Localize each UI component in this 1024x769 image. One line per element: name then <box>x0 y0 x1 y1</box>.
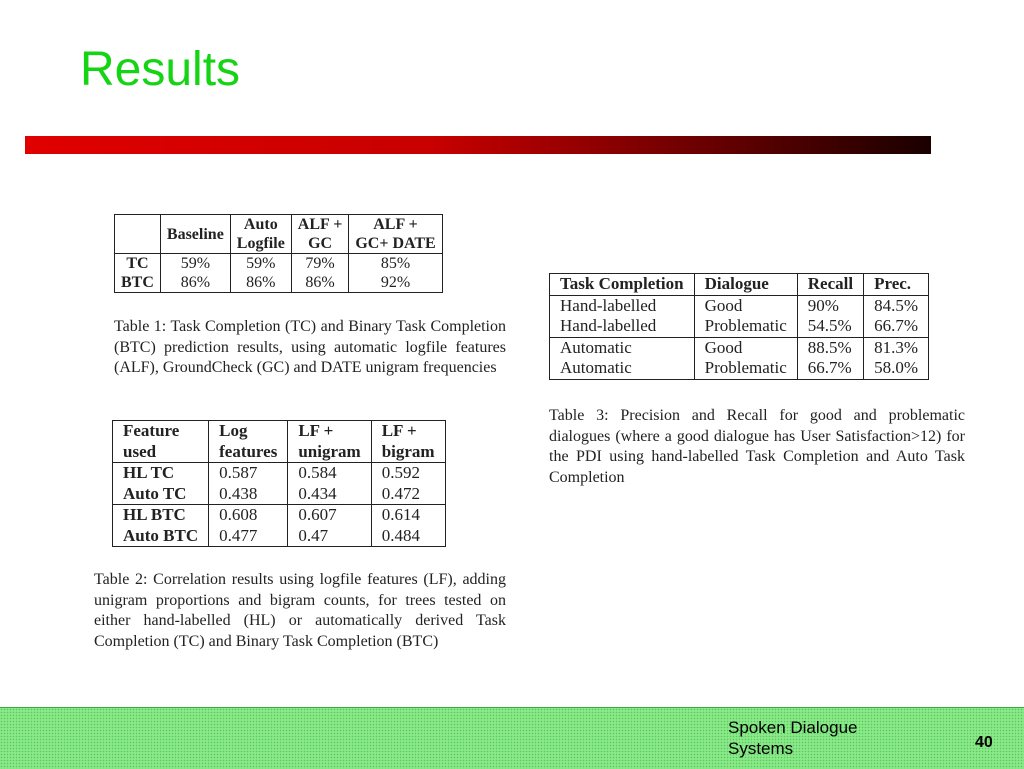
table-row <box>550 358 929 379</box>
header-word: ALF + <box>373 216 418 233</box>
header-word: LF + <box>298 421 334 440</box>
table-cell: 0.438 <box>209 484 288 505</box>
table-row <box>115 273 443 293</box>
table-cell: 0.607 <box>288 505 371 526</box>
table-cell: Good <box>694 337 797 358</box>
table-header-cell: Dialogue <box>694 274 797 296</box>
table-cell: Hand-labelled <box>550 316 695 337</box>
table-cell: 59% <box>230 254 291 274</box>
header-word: GC+ DATE <box>355 235 436 252</box>
table-cell: 0.477 <box>209 526 288 547</box>
header-word: used <box>123 441 157 461</box>
table-cell: 0.608 <box>209 505 288 526</box>
header-word: bigram <box>381 441 435 461</box>
table-cell: 59% <box>160 254 230 274</box>
table-2 <box>112 420 446 547</box>
table-cell: 0.484 <box>371 526 445 547</box>
table-row <box>550 295 929 316</box>
header-word: Logfile <box>236 235 285 252</box>
table-cell: 86% <box>291 273 349 293</box>
table-cell: 0.587 <box>209 463 288 484</box>
table-header-cell <box>288 421 371 463</box>
table-row <box>115 254 443 274</box>
table-cell: Hand-labelled <box>550 295 695 316</box>
table-cell: 0.47 <box>288 526 371 547</box>
table-cell: 0.584 <box>288 463 371 484</box>
table-header-cell <box>291 215 349 254</box>
table-header-cell: Task Completion <box>550 274 695 296</box>
page-number: 40 <box>975 734 993 751</box>
table-cell: Good <box>694 295 797 316</box>
title-divider-bar <box>25 136 931 154</box>
table-header-cell <box>115 215 161 254</box>
table-cell: 0.434 <box>288 484 371 505</box>
row-label: HL TC <box>113 463 209 484</box>
table-row <box>113 463 446 484</box>
table-header-cell: Baseline <box>160 215 230 254</box>
table-row <box>550 337 929 358</box>
table-cell: 86% <box>230 273 291 293</box>
row-label: BTC <box>115 273 161 293</box>
slide-title: Results <box>80 43 241 96</box>
table-1 <box>114 214 443 293</box>
table-cell: 54.5% <box>797 316 863 337</box>
header-word: ALF + <box>297 216 343 233</box>
table-3-caption: Table 3: Precision and Recall for good and problematic dialogues (where a good dialogue has User Satisfaction>12) for the PDI using hand-labelled Task Completion and Auto Task Completion <box>549 407 965 486</box>
table-cell: 0.614 <box>371 505 445 526</box>
table-cell: 0.472 <box>371 484 445 505</box>
header-word: Feature <box>123 421 180 440</box>
table-header-cell <box>209 421 288 463</box>
table-cell: 84.5% <box>864 295 929 316</box>
table-cell: 79% <box>291 254 349 274</box>
table-cell: Problematic <box>694 316 797 337</box>
table-cell: 85% <box>349 254 442 274</box>
table-cell: 92% <box>349 273 442 293</box>
header-word: LF + <box>381 421 417 440</box>
table-header-cell: Prec. <box>864 274 929 296</box>
row-label: TC <box>115 254 161 274</box>
table-row <box>113 484 446 505</box>
table-cell: 86% <box>160 273 230 293</box>
table-header-cell: Recall <box>797 274 863 296</box>
table-header-row <box>113 421 446 463</box>
header-word: GC <box>308 235 333 252</box>
row-label: Auto TC <box>113 484 209 505</box>
table-header-cell <box>113 421 209 463</box>
table-3 <box>549 273 929 380</box>
table-2-caption: Table 2: Correlation results using logfile features (LF), adding unigram proportions and bigram counts, for trees tested on either hand-labelled (HL) or automatically derived Task Completion (TC) and Binary Task Completion (BTC) <box>94 571 506 650</box>
table-row <box>113 505 446 526</box>
table-cell: 88.5% <box>797 337 863 358</box>
table-cell: 58.0% <box>864 358 929 379</box>
table-row <box>550 316 929 337</box>
table-header-cell <box>349 215 442 254</box>
table-cell: 0.592 <box>371 463 445 484</box>
table-1-caption: Table 1: Task Completion (TC) and Binary Task Completion (BTC) prediction results, using automatic logfile features (ALF), GroundCheck (GC) and DATE unigram frequencies <box>114 318 506 376</box>
footer-title: Spoken Dialogue Systems <box>728 718 858 758</box>
header-word: Auto <box>243 216 278 233</box>
table-cell: 66.7% <box>797 358 863 379</box>
table-header-row <box>550 274 929 296</box>
row-label: Auto BTC <box>113 526 209 547</box>
table-cell: Problematic <box>694 358 797 379</box>
table-header-cell <box>230 215 291 254</box>
row-label: HL BTC <box>113 505 209 526</box>
table-cell: 81.3% <box>864 337 929 358</box>
table-header-row <box>115 215 443 254</box>
header-word: Log <box>219 421 248 440</box>
table-cell: Automatic <box>550 337 695 358</box>
table-cell: 90% <box>797 295 863 316</box>
table-header-cell <box>371 421 445 463</box>
table-row <box>113 526 446 547</box>
table-cell: Automatic <box>550 358 695 379</box>
header-word: unigram <box>298 441 361 461</box>
table-cell: 66.7% <box>864 316 929 337</box>
header-word: features <box>219 441 278 461</box>
